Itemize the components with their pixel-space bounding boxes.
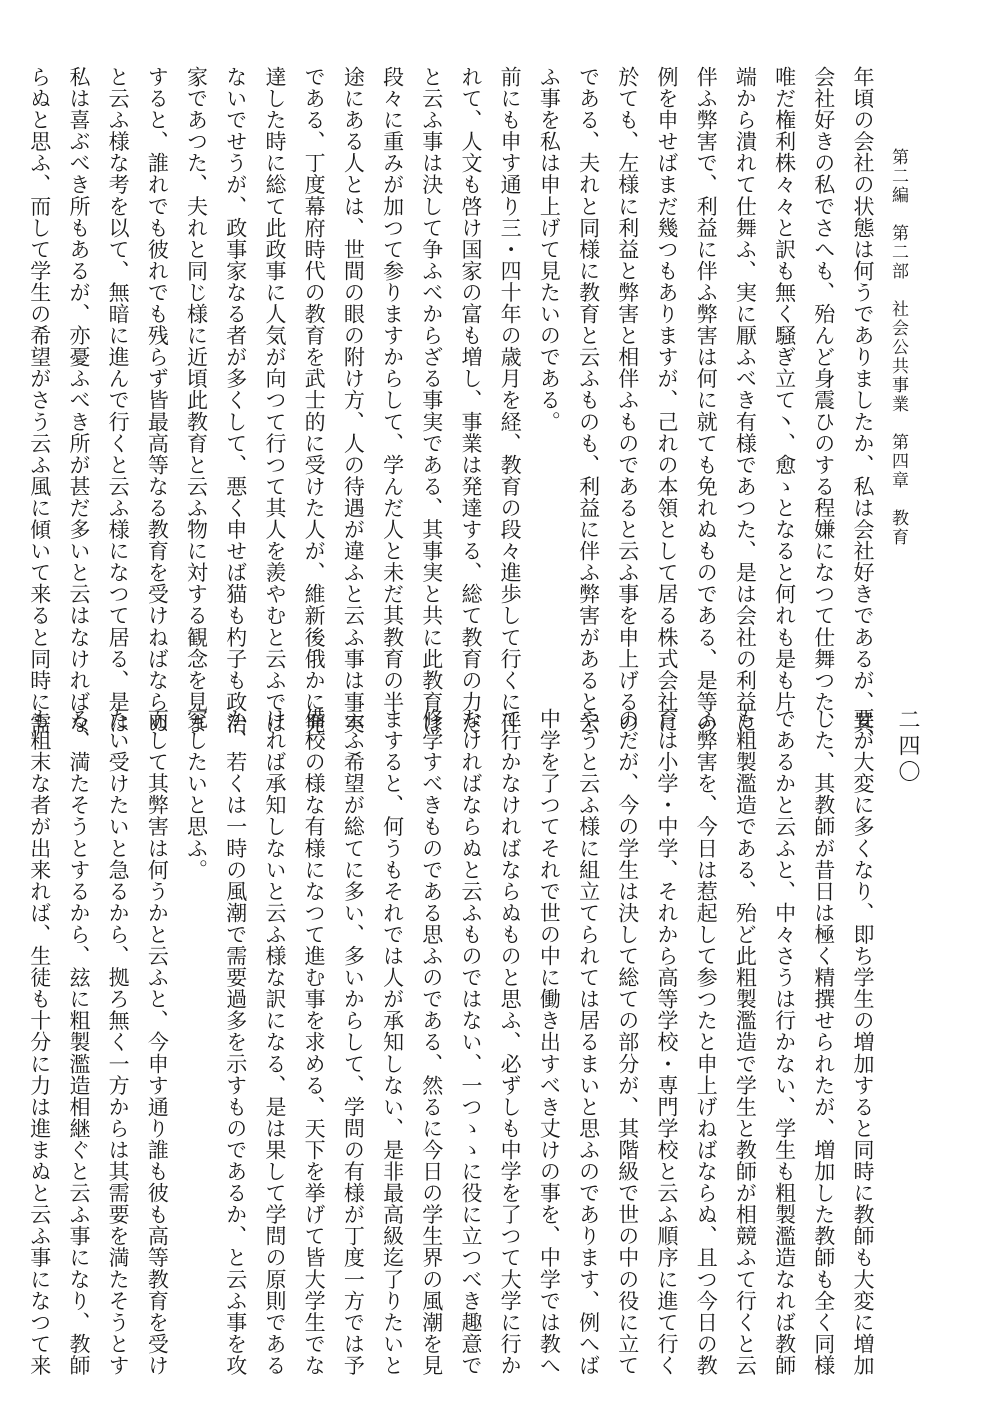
text-column: 私は喜ぶべき所もあるが、亦憂ふべき所が甚だ多いと云はなければな [66, 66, 91, 735]
text-block-lower [27, 708, 882, 1377]
text-column: すると、誰れでも彼れでも残らず皆最高等なる教育を受けねばならぬ [145, 66, 170, 735]
text-column: 前にも申す通り三・四十年の歳月を経、教育の段々進歩して行くに伴 [498, 66, 523, 735]
text-column: のだが、今の学生は決して総ての部分が、其階級で世の中の役に立て [615, 708, 640, 1377]
text-column: ないでせうが、政事家なる者が多くして、悪く申せば猫も杓子も政治 [223, 66, 248, 735]
text-column: と云ふ様な考を以て、無暗に進んで行くと云ふ様になつて居る、是は [106, 66, 131, 735]
running-header: 第二編 第二部 社会公共事業 第四章 教育 [888, 148, 908, 547]
text-column: 修学すべきものである思ふのである、然るに今日の学生界の風潮を見 [419, 708, 444, 1377]
text-column: も粗末な者が出来れば、生徒も十分に力は進まぬと云ふ事になつて来 [27, 708, 52, 1377]
text-column: 究したいと思ふ。 [184, 708, 209, 881]
text-column: か、若くは一時の風潮で需要過多を示すものであるか、と云ふ事を攻 [223, 708, 248, 1377]
text-column: 云ふ希望が総てに多い、多いからして、学問の有様が丁度一方では予 [341, 708, 366, 1377]
text-column: たい受けたいと急るから、拠ろ無く一方からは其需要を満たそうとす [106, 708, 131, 1377]
text-column: 備校の様な有様になつて進む事を求める、天下を挙げて皆大学生でな [302, 708, 327, 1377]
text-column: 育は小学・中学、それから高等学校・専門学校と云ふ順序に進て行く [654, 708, 679, 1377]
text-column: 端から潰れて仕舞ふ、実に厭ふべき有様であつた、是は会社の利益に [733, 66, 758, 735]
text-column: る、満たそうとするから、玆に粗製濫造相継ぐと云ふ事になり、教師 [66, 708, 91, 1377]
text-column: 途にある人とは、世間の眼の附け方、人の待遇が違ふと云ふ事は事実 [341, 66, 366, 735]
text-column: である、丁度幕府時代の教育を武士的に受けた人が、維新後俄かに発 [302, 66, 327, 735]
text-column: であるかと云ふと、中々さうは行かない、学生も粗製濫造なれば教師 [772, 708, 797, 1377]
text-column: 中学を了つてそれで世の中に働き出すべき丈けの事を、中学では教へ [537, 708, 562, 1377]
text-column: ければ承知しないと云ふ様な訳になる、是は果して学問の原則である [262, 708, 287, 1377]
text-column: ますると、何うもそれでは人が承知しない、是非最高級迄了りたいと [380, 708, 405, 1377]
text-column: 段々に重みが加つて参りますからして、学んだ人と未だ其教育の半 [380, 66, 405, 713]
text-column: 要が大変に多くなり、即ち学生の増加すると同時に教師も大変に増加 [851, 708, 875, 1377]
text-column: 会社好きの私でさへも、殆んど身震ひのする程嫌になつて仕舞つた、 [811, 66, 836, 735]
text-column: れて、人文も啓け国家の富も増し、事業は発達する、総て教育の力だ [458, 66, 483, 735]
text-block-upper [27, 66, 882, 735]
text-column: らぬと思ふ、而して学生の希望がさう云ふ風に傾いて来ると同時に需 [27, 66, 52, 735]
text-column: 伴ふ弊害で、利益に伴ふ弊害は何に就ても免れぬものである、是等の [694, 66, 719, 735]
text-column: 家であつた、夫れと同じ様に近頃此教育と云ふ物に対する観念を見ま [184, 66, 209, 735]
text-column: した、其教師が昔日は極く精撰せられたが、増加した教師も全く同様 [811, 708, 836, 1377]
text-column: なければならぬと云ふものではない、一つゝゝに役に立つべき趣意で [458, 708, 483, 1377]
text-column: である、夫れと同様に教育と云ふものも、利益に伴ふ弊害があると云 [576, 66, 601, 735]
text-column: 例を申せばまだ幾つもありますが、己れの本領として居る株式会社に [654, 66, 679, 735]
page-number: 二四〇 [895, 708, 920, 786]
text-column: ふ事を私は申上げて見たいのである。 [537, 66, 562, 433]
text-column: て行かなければならぬものと思ふ、必ずしも中学を了つて大学に行か [498, 708, 523, 1377]
text-column: 而して其弊害は何うかと云ふと、今申す通り誰も彼も高等教育を受け [145, 708, 170, 1377]
text-column: ふ弊害を、今日は惹起して参つたと申上げねばならぬ、且つ今日の教 [694, 708, 719, 1377]
text-column: 唯だ権利株々々と訳も無く騒ぎ立て丶、愈ゝとなると何れも是も片 [772, 66, 797, 713]
text-column: 年頃の会社の状態は何うでありましたか、私は会社好きであるが、其 [851, 66, 875, 735]
text-column: と云ふ事は決して争ふべからざる事実である、其事実と共に此教育は [419, 66, 444, 735]
text-column: やうと云ふ様に組立てられては居るまいと思ふのであります、例へば [576, 708, 601, 1377]
text-column: も粗製濫造である、殆ど此粗製濫造で学生と教師が相競ふて行くと云 [733, 708, 758, 1377]
text-column: 達した時に総て此政事に人気が向つて行つて其人を羨やむと云ふでは [262, 66, 287, 735]
text-column: 於ても、左様に利益と弊害と相伴ふものであると云ふ事を申上げるの [615, 66, 640, 735]
